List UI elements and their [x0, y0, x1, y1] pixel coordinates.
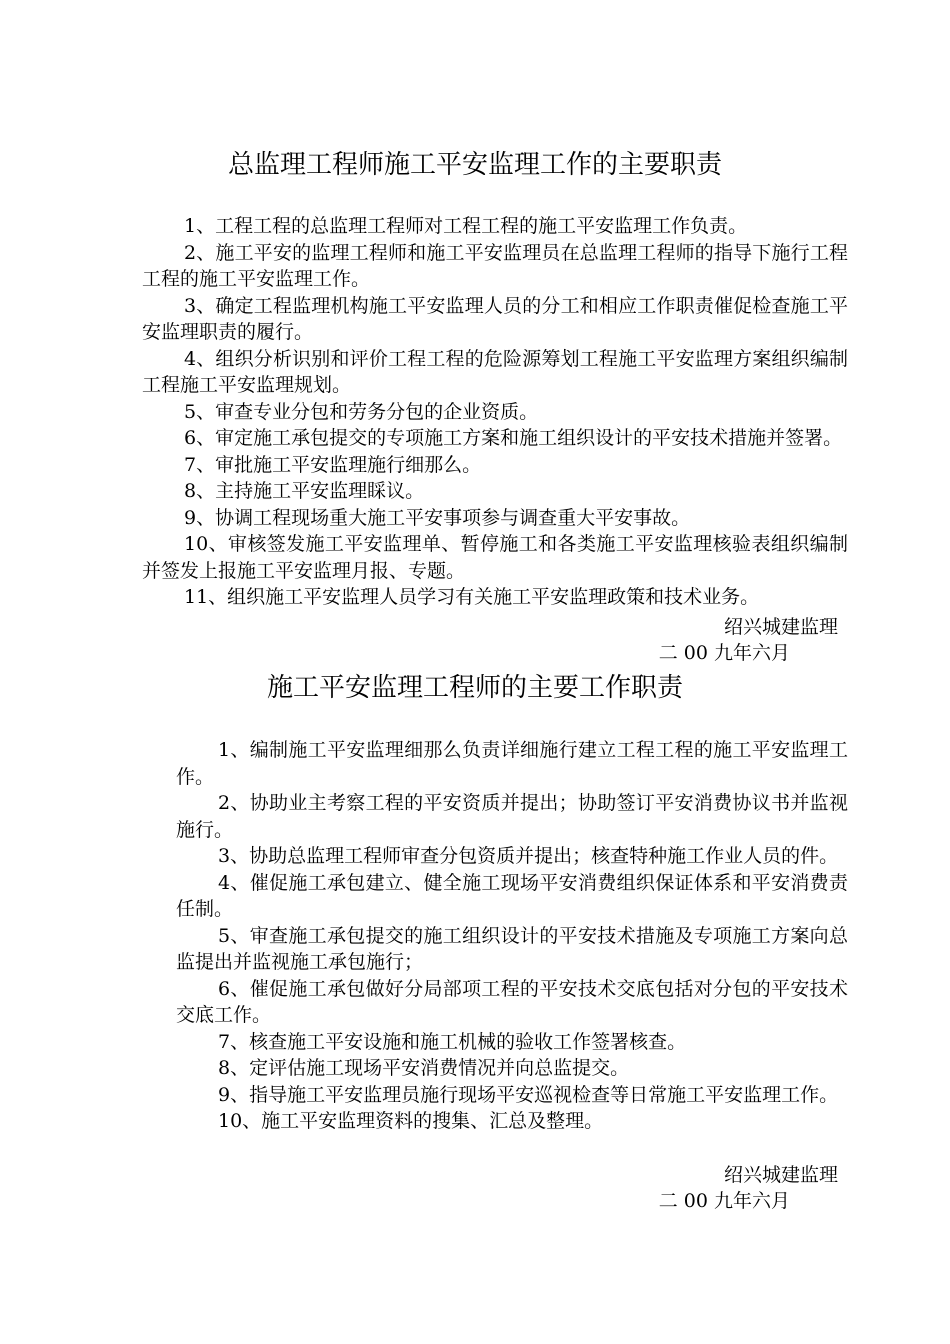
list-item: 6、审定施工承包提交的专项施工方案和施工组织设计的平安技术措施并签署。	[184, 427, 843, 449]
list-item: 3、协助总监理工程师审查分包资质并提出；核查特种施工作业人员的件。	[218, 845, 839, 867]
list-item: 10、审核签发施工平安监理单、暂停施工和各类施工平安监理核验表组织编制并签发上报施工平安监理月报、专题。	[142, 533, 848, 582]
list-item: 4、组织分析识别和评价工程工程的危险源筹划工程施工平安监理方案组织编制工程施工平安监理规划。	[142, 347, 848, 396]
list-item: 10、施工平安监理资料的搜集、汇总及整理。	[218, 1110, 604, 1132]
list-item: 2、施工平安的监理工程师和施工平安监理员在总监理工程师的指导下施行工程工程的施工平安监理工作。	[142, 241, 848, 290]
list-item: 11、组织施工平安监理人员学习有关施工平安监理政策和技术业务。	[184, 586, 760, 608]
list-item: 2、协助业主考察工程的平安资质并提出；协助签订平安消费协议书并监视施行。	[176, 792, 848, 841]
list-item: 7、核查施工平安设施和施工机械的验收工作签署核查。	[218, 1030, 687, 1053]
list-item: 1、工程工程的总监理工程师对工程工程的施工平安监理工作负责。	[184, 215, 748, 237]
list-item: 8、定评估施工现场平安消费情况并向总监提交。	[218, 1057, 630, 1079]
list-item: 1、编制施工平安监理细那么负责详细施行建立工程工程的施工平安监理工作。	[176, 739, 848, 788]
list-item: 4、催促施工承包建立、健全施工现场平安消费组织保证体系和平安消费责任制。	[176, 871, 848, 920]
list-item: 9、协调工程现场重大施工平安事项参与调查重大平安事故。	[184, 506, 691, 529]
section-2-signature: 绍兴城建监理	[723, 1164, 838, 1186]
section-1-signature: 绍兴城建监理	[723, 616, 838, 638]
section-2-title: 施工平安监理工程师的主要工作职责	[266, 673, 683, 703]
list-item: 7、审批施工平安监理施行细那么。	[184, 453, 482, 476]
section-2-date: 二 00 九年六月	[658, 1190, 790, 1212]
list-item: 5、审查专业分包和劳务分包的企业资质。	[184, 400, 539, 423]
list-item: 6、催促施工承包做好分局部项工程的平安技术交底包括对分包的平安技术交底工作。	[176, 977, 848, 1026]
list-item: 3、确定工程监理机构施工平安监理人员的分工和相应工作职责催促检查施工平安监理职责的履行。	[142, 294, 848, 343]
section-1-list	[142, 213, 848, 611]
section-1-date: 二 00 九年六月	[658, 642, 790, 664]
section-2-list	[176, 737, 848, 1135]
list-item: 5、审查施工承包提交的施工组织设计的平安技术措施及专项施工方案向总监提出并监视施工承包施行；	[176, 924, 848, 973]
list-item: 8、主持施工平安监理睬议。	[184, 480, 425, 502]
section-1-title: 总监理工程师施工平安监理工作的主要职责	[227, 150, 722, 180]
list-item: 9、指导施工平安监理员施行现场平安巡视检查等日常施工平安监理工作。	[218, 1083, 839, 1106]
